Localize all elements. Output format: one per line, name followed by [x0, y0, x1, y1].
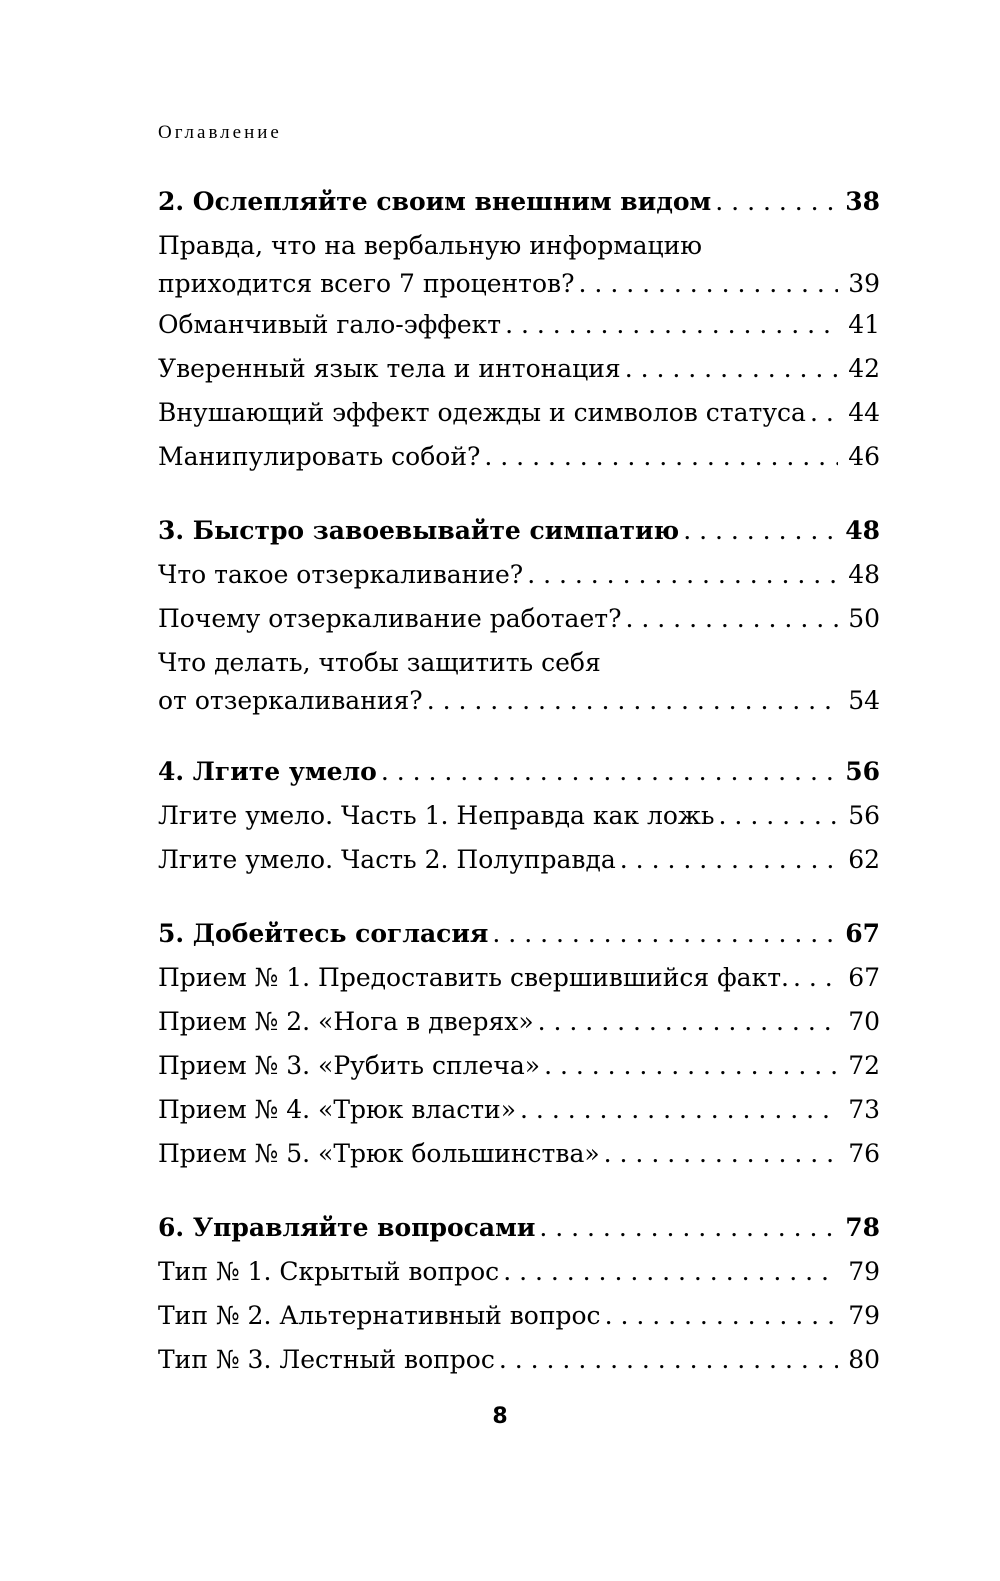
toc-section-3: [158, 509, 880, 720]
entry-page: 79: [848, 1257, 880, 1286]
toc-entry[interactable]: [158, 303, 880, 347]
entry-title: Тип № 3. Лестный вопрос: [158, 1345, 495, 1374]
dot-leader: [527, 553, 838, 597]
toc-entry[interactable]: [158, 435, 880, 479]
entry-title: Прием № 4. «Трюк власти»: [158, 1095, 517, 1124]
page-number: 8: [492, 1404, 508, 1429]
toc-entry[interactable]: [158, 391, 880, 435]
toc-section-4: [158, 750, 880, 882]
dot-leader: [499, 1338, 838, 1382]
chapter-entry[interactable]: [158, 1206, 880, 1250]
chapter-title: 4. Лгите умело: [158, 757, 377, 786]
entry-title: Лгите умело. Часть 1. Неправда как ложь: [158, 801, 715, 830]
dot-leader: [810, 391, 838, 435]
entry-title: Прием № 5. «Трюк большинства»: [158, 1139, 600, 1168]
entry-title: Что такое отзеркаливание?: [158, 560, 524, 589]
chapter-page: 38: [845, 187, 880, 216]
entry-page: 79: [848, 1301, 880, 1330]
entry-page: 80: [848, 1345, 880, 1374]
chapter-entry[interactable]: [158, 912, 880, 956]
chapter-page: 67: [845, 919, 880, 948]
chapter-page: 48: [845, 516, 880, 545]
entry-page: 73: [848, 1095, 880, 1124]
toc-entry[interactable]: [158, 838, 880, 882]
toc-entry[interactable]: [158, 956, 880, 1000]
toc-section-2: [158, 180, 880, 479]
entry-page: 44: [848, 398, 880, 427]
table-of-contents: [158, 180, 880, 1412]
toc-entry[interactable]: [158, 553, 880, 597]
toc-section-5: [158, 912, 880, 1176]
entry-page: 41: [848, 310, 880, 339]
entry-title: Прием № 2. «Нога в дверях»: [158, 1007, 534, 1036]
entry-title: Уверенный язык тела и интонация: [158, 354, 621, 383]
entry-page: 56: [848, 801, 880, 830]
toc-entry[interactable]: [158, 597, 880, 641]
toc-entry[interactable]: [158, 1250, 880, 1294]
entry-page: 54: [848, 686, 880, 715]
running-header: Оглавление: [158, 122, 282, 143]
dot-leader: [539, 1206, 838, 1250]
chapter-title: 6. Управляйте вопросами: [158, 1213, 536, 1242]
toc-entry[interactable]: [158, 1294, 880, 1338]
dot-leader: [683, 509, 838, 553]
dot-leader: [520, 1088, 838, 1132]
chapter-entry[interactable]: [158, 509, 880, 553]
entry-title: Лгите умело. Часть 2. Полуправда: [158, 845, 616, 874]
toc-entry[interactable]: [158, 1044, 880, 1088]
entry-page: 76: [848, 1139, 880, 1168]
entry-page: 70: [848, 1007, 880, 1036]
dot-leader: [381, 750, 838, 794]
toc-section-6: [158, 1206, 880, 1382]
dot-leader: [625, 347, 838, 391]
chapter-page: 56: [845, 757, 880, 786]
dot-leader: [492, 912, 838, 956]
entry-title: Манипулировать собой?: [158, 442, 481, 471]
dot-leader: [544, 1044, 838, 1088]
entry-title: Тип № 1. Скрытый вопрос: [158, 1257, 500, 1286]
entry-title: Тип № 2. Альтернативный вопрос: [158, 1301, 601, 1330]
entry-page: 48: [848, 560, 880, 589]
entry-title-line1: Что делать, чтобы защитить себя: [158, 648, 601, 677]
entry-title: Обманчивый гало-эффект: [158, 310, 502, 339]
entry-page: 62: [848, 845, 880, 874]
dot-leader: [538, 1000, 838, 1044]
entry-page: 67: [848, 963, 880, 992]
entry-title-line2: от отзеркаливания?: [158, 686, 423, 715]
dot-leader: [484, 435, 838, 479]
dot-leader: [579, 265, 838, 303]
entry-page: 72: [848, 1051, 880, 1080]
toc-entry[interactable]: [158, 1338, 880, 1382]
entry-title-line1: Правда, что на вербальную информацию: [158, 231, 703, 260]
toc-entry[interactable]: [158, 1000, 880, 1044]
entry-page: 42: [848, 354, 880, 383]
entry-page: 39: [848, 269, 880, 298]
chapter-title: 3. Быстро завоевывайте симпатию: [158, 516, 680, 545]
dot-leader: [505, 303, 838, 347]
dot-leader: [605, 1294, 838, 1338]
toc-entry[interactable]: [158, 1088, 880, 1132]
toc-entry[interactable]: [158, 794, 880, 838]
chapter-entry[interactable]: [158, 180, 880, 224]
entry-title-line2: приходится всего 7 процентов?: [158, 269, 575, 298]
entry-title: Прием № 1. Предоставить свершившийся факт.: [158, 963, 789, 992]
toc-entry[interactable]: [158, 224, 880, 303]
chapter-entry[interactable]: [158, 750, 880, 794]
dot-leader: [620, 838, 838, 882]
entry-title: Почему отзеркаливание работает?: [158, 604, 622, 633]
toc-entry[interactable]: [158, 641, 880, 720]
dot-leader: [604, 1132, 838, 1176]
entry-title: Прием № 3. «Рубить сплеча»: [158, 1051, 541, 1080]
dot-leader: [715, 180, 838, 224]
toc-entry[interactable]: [158, 347, 880, 391]
entry-page: 46: [848, 442, 880, 471]
toc-entry[interactable]: [158, 1132, 880, 1176]
entry-page: 50: [848, 604, 880, 633]
dot-leader: [503, 1250, 838, 1294]
chapter-title: 5. Добейтесь согласия: [158, 919, 489, 948]
dot-leader: [793, 956, 838, 1000]
chapter-page: 78: [845, 1213, 880, 1242]
entry-title: Внушающий эффект одежды и символов статуса: [158, 398, 806, 427]
dot-leader: [427, 682, 838, 720]
dot-leader: [626, 597, 839, 641]
chapter-title: 2. Ослепляйте своим внешним видом: [158, 187, 712, 216]
dot-leader: [719, 794, 838, 838]
